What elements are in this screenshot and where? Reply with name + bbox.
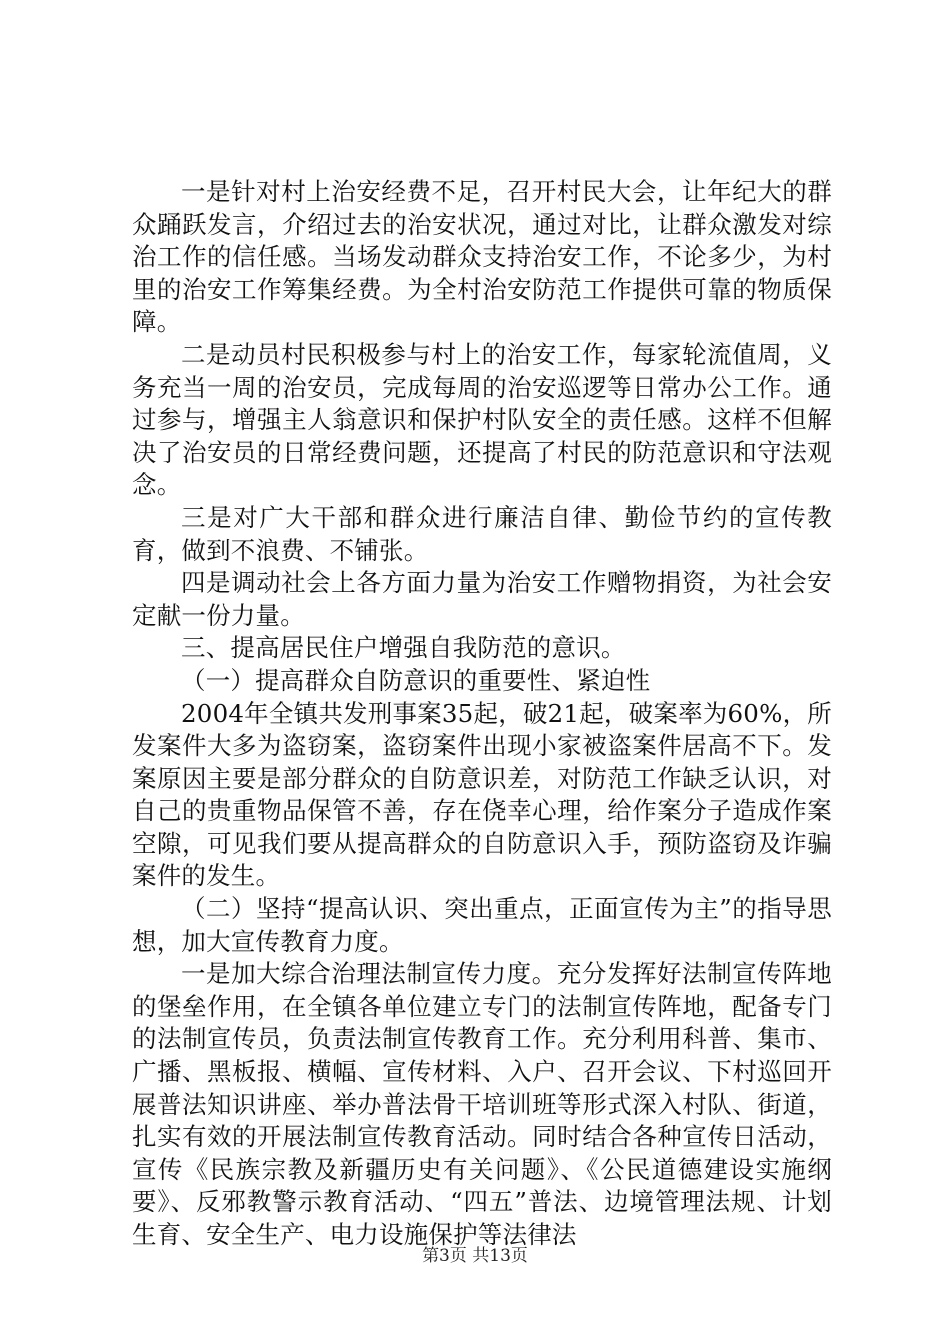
paragraph-legal-publicity: 一是加大综合治理法制宣传力度。充分发挥好法制宣传阵地的堡垒作用，在全镇各单位建立专门的法制宣传阵地，配备专门的法制宣传员，负责法制宣传教育工作。充分利用科普、集市、广播、黑板报、横幅、宣传材料、入户、召开会议、下村巡回开展普法知识讲座、举办普法骨干培训班等形式深入村队、街道，扎实有效的开展法制宣传教育活动。同时结合各种宣传日活动，宣传《民族宗教及新疆历史有关问题》、《公民道德建设实施纲要》、反邪教警示教育活动、“四五”普法、边境管理法规、计划生育、安全生产、电力设施保护等法律法 <box>132 959 832 1249</box>
paragraph-village-funding: 一是针对村上治安经费不足，召开村民大会，让年纪大的群众踊跃发言，介绍过去的治安状况，通过对比，让群众激发对综治工作的信任感。当场发动群众支持治安工作，不论多少，为村里的治安工作筹集经费。为全村治安防范工作提供可靠的物质保障。 <box>132 177 832 337</box>
paragraph-integrity-education: 三是对广大干部和群众进行廉洁自律、勤俭节约的宣传教育，做到不浪费、不铺张。 <box>132 502 832 565</box>
subheading-importance: （一）提高群众自防意识的重要性、紧迫性 <box>181 665 651 695</box>
document-body <box>132 176 832 1252</box>
paragraph-social-donation: 四是调动社会上各方面力量为治安工作赠物捐资，为社会安定献一份力量。 <box>132 568 832 630</box>
page-number-footer: 第3页 共13页 <box>422 1246 528 1266</box>
paragraph-villager-duty: 二是动员村民积极参与村上的治安工作，每家轮流值周，义务充当一周的治安员，完成每周的治安巡逻等日常办公工作。通过参与，增强主人翁意识和保护村队安全的责任感。这样不但解决了治安员的日常经费问题，还提高了村民的防范意识和守法观念。 <box>132 339 832 500</box>
subheading-guiding-ideology: （二）坚持“提高认识、突出重点，正面宣传为主”的指导思想，加大宣传教育力度。 <box>132 894 832 956</box>
section-heading-self-defense: 三、提高居民住户增强自我防范的意识。 <box>181 633 626 663</box>
paragraph-2004-statistics: 2004年全镇共发刑事案35起，破21起，破案率为60%，所发案件大多为盗窃案，盗窃案件出现小家被盗案件居高不下。发案原因主要是部分群众的自防意识差，对防范工作缺乏认识，对自己的贵重物品保管不善，存在侥幸心理，给作案分子造成作案空隙，可见我们要从提高群众的自防意识入手，预防盗窃及诈骗案件的发生。 <box>132 698 832 891</box>
